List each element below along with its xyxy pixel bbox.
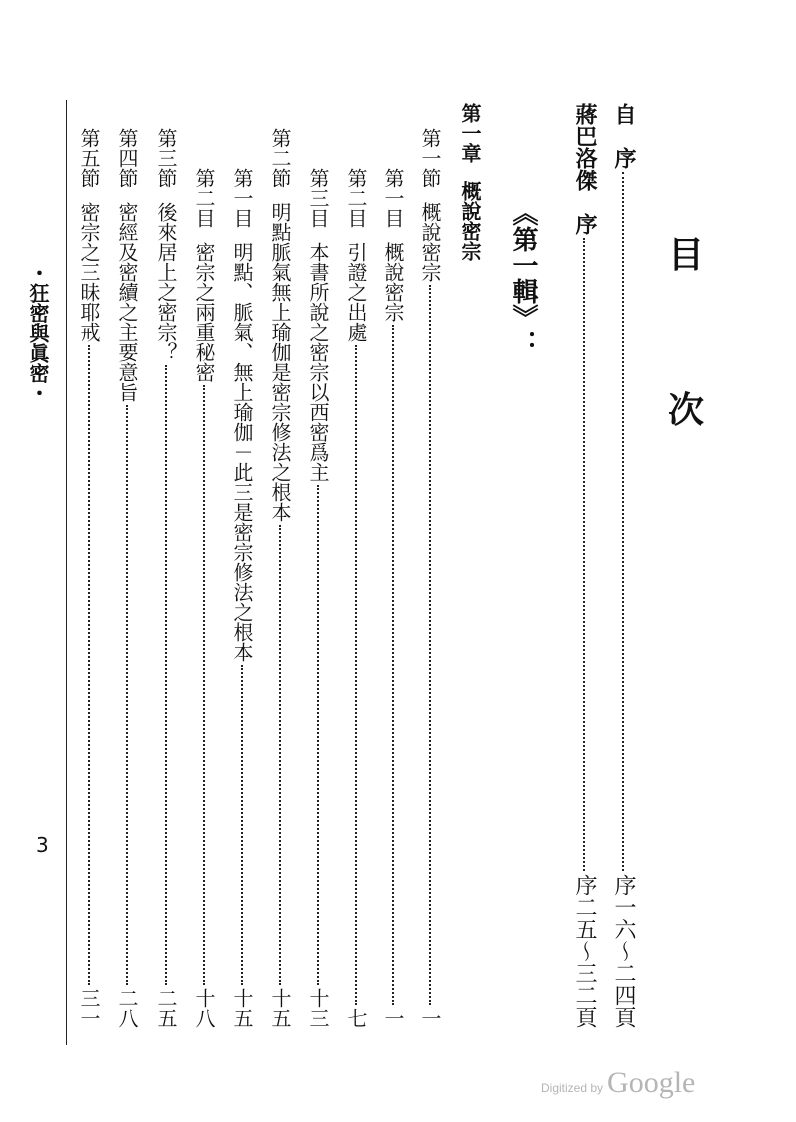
dot-leader <box>126 405 128 985</box>
entry-title: 明點、脈氣、無上瑜伽－此三是密宗修法之根本 <box>230 242 254 662</box>
entry-label: 第五節 <box>77 128 101 188</box>
toc-entry-section-2[interactable] <box>270 128 290 1028</box>
entry-page: 十五 <box>230 988 254 1028</box>
entry-title: 明點脈氣無上瑜伽是密宗修法之根本 <box>268 202 292 522</box>
dot-leader <box>165 365 167 985</box>
toc-entry-section-1[interactable] <box>420 128 440 1028</box>
entry-page: 三一 <box>77 988 101 1028</box>
entry-title: 本書所說之密宗以西密爲主 <box>306 242 330 482</box>
toc-entry-section-3[interactable] <box>156 128 176 1028</box>
toc-heading-char-1: 目 <box>668 235 705 276</box>
entry-title: 概說密宗 <box>381 242 405 322</box>
toc-entry-section-4[interactable] <box>117 128 137 1028</box>
dot-leader <box>241 665 243 985</box>
entry-page: 十三 <box>306 988 330 1028</box>
chapter-title: 概說密宗 <box>458 181 482 261</box>
dot-leader <box>392 325 394 1005</box>
entry-label: 第二目 <box>344 168 368 228</box>
entry-title: 引證之出處 <box>344 242 368 342</box>
margin-rule <box>66 100 67 1045</box>
entry-title: 密經及密續之主要意旨 <box>115 202 139 402</box>
dot-leader <box>583 238 585 871</box>
entry-title: 密宗之三昧耶戒 <box>77 202 101 342</box>
entry-title: 後來居上之密宗？ <box>154 202 178 362</box>
entry-label: 第一節 <box>418 128 442 188</box>
toc-entry-subsection-2-1[interactable] <box>232 168 252 1028</box>
front-matter-page: 序二五～三二頁 <box>572 874 597 1028</box>
front-matter-label: 蔣巴洛傑 序 <box>572 103 597 235</box>
front-matter-page: 序一六～二四頁 <box>611 874 636 1028</box>
entry-page: 十五 <box>268 988 292 1028</box>
digitized-watermark <box>541 1066 695 1100</box>
entry-title: 密宗之兩重秘密 <box>192 242 216 382</box>
entry-label: 第三目 <box>306 168 330 228</box>
entry-label: 第一目 <box>230 168 254 228</box>
toc-entry-subsection-2-2[interactable] <box>194 168 214 1028</box>
front-matter-entry-preface[interactable] <box>612 103 634 1028</box>
entry-label: 第二目 <box>192 168 216 228</box>
toc-entry-subsection-1-1[interactable] <box>383 168 403 1028</box>
entry-page: 十八 <box>192 988 216 1028</box>
toc-entry-section-5[interactable] <box>79 128 99 1028</box>
dot-leader <box>622 172 624 871</box>
chapter-number: 第一章 <box>458 103 482 163</box>
front-matter-entry-foreword[interactable] <box>573 103 595 1028</box>
dot-leader <box>429 285 431 1005</box>
entry-label: 第四節 <box>115 128 139 188</box>
running-head: ・狂密與眞密・ <box>26 263 50 403</box>
watermark-brand: Google <box>607 1066 696 1099</box>
entry-label: 第三節 <box>154 128 178 188</box>
page-number: 3 <box>36 833 49 857</box>
dot-leader <box>355 345 357 1005</box>
toc-entry-subsection-1-2[interactable] <box>346 168 366 1028</box>
toc-heading-char-2: 次 <box>668 390 705 431</box>
entry-page: 二五 <box>154 988 178 1028</box>
watermark-prefix: Digitized by <box>541 1081 604 1095</box>
entry-page: 一 <box>381 1008 405 1028</box>
volume-title: 《第一輯》： <box>508 200 538 356</box>
entry-label: 第二節 <box>268 128 292 188</box>
entry-page: 七 <box>344 1008 368 1028</box>
chapter-heading <box>460 103 480 261</box>
entry-page: 一 <box>418 1008 442 1028</box>
entry-title: 概說密宗 <box>418 202 442 282</box>
dot-leader <box>88 345 90 985</box>
dot-leader <box>203 385 205 985</box>
dot-leader <box>279 525 281 985</box>
entry-label: 第一目 <box>381 168 405 228</box>
entry-page: 二八 <box>115 988 139 1028</box>
dot-leader <box>317 485 319 985</box>
front-matter-label: 自 序 <box>611 103 636 169</box>
toc-entry-subsection-1-3[interactable] <box>308 168 328 1028</box>
